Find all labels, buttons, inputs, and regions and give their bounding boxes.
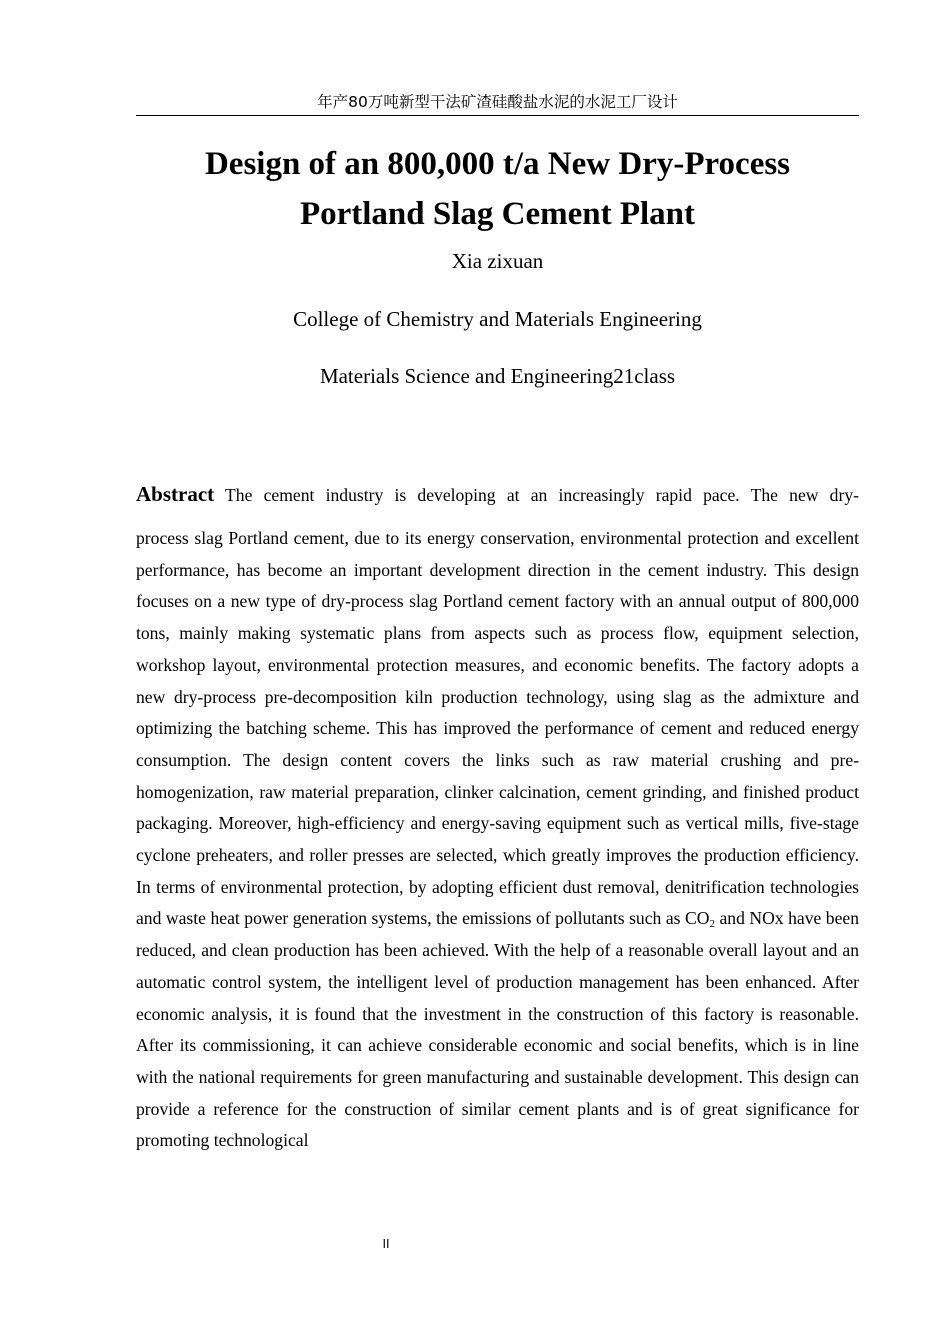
major-class: Materials Science and Engineering21class bbox=[319, 364, 676, 388]
paper-title bbox=[110, 139, 885, 239]
abstract-section bbox=[136, 479, 859, 1157]
co2-base: CO bbox=[685, 908, 710, 929]
running-header: 年产80万吨新型干法矿渣硅酸盐水泥的水泥工厂设计 bbox=[317, 93, 678, 111]
page-number: II bbox=[382, 1237, 390, 1251]
header-rule bbox=[136, 115, 859, 116]
co2-subscript: 2 bbox=[709, 918, 715, 931]
college-name: College of Chemistry and Materials Engineering bbox=[293, 307, 702, 331]
abstract-first-line bbox=[136, 479, 859, 511]
abstract-body-text-continued: and NOx have been reduced, and clean production has been achieved. With the help of a reasonable overall layout and an automatic control system, the intelligent level of production management has been enhanced. After economic analysis, it is found that the investment in the construction of this factory is reasonable. After its commissioning, it can achieve considerable economic and social benefits, which is in line with the national requirements for green manufacturing and sustainable development. This design can provide a reference for the construction of similar cement plants and is of great significance for promoting technological bbox=[136, 908, 860, 1151]
abstract-first-line-text: The cement industry is developing at an increasingly rapid pace. The new dry- bbox=[225, 485, 859, 505]
paper-title-line-2: Portland Slag Cement Plant bbox=[299, 196, 696, 232]
abstract-label: Abstract bbox=[136, 482, 215, 506]
author-name: Xia zixuan bbox=[451, 249, 544, 273]
paper-title-line-1: Design of an 800,000 t/a New Dry-Process bbox=[204, 146, 791, 182]
co2-formula bbox=[685, 908, 715, 931]
abstract-body-text: process slag Portland cement, due to its energy conservation, environmental protection and excellent performance, has become an important development direction in the cement industry. This design focuses on a new type of dry-process slag Portland cement factory with an annual output of 800,000 tons, mainly making systematic plans from aspects such as process flow, equipment selection, workshop layout, environmental protection measures, and economic benefits. The factory adopts a new dry-process pre-decomposition kiln production technology, using slag as the admixture and optimizing the batching scheme. This has improved the performance of cement and reduced energy consumption. The design content covers the links such as raw material crushing and pre-homogenization, raw material preparation, clinker calcination, cement grinding, and finished product packaging. Moreover, high-efficiency and energy-saving equipment such as vertical mills, five-stage cyclone preheaters, and roller presses are selected, which greatly improves the production efficiency. In terms of environmental protection, by adopting efficient dust removal, denitrification technologies and waste heat power generation systems, the emissions of pollutants such as bbox=[136, 528, 859, 929]
abstract-body bbox=[136, 523, 859, 1157]
